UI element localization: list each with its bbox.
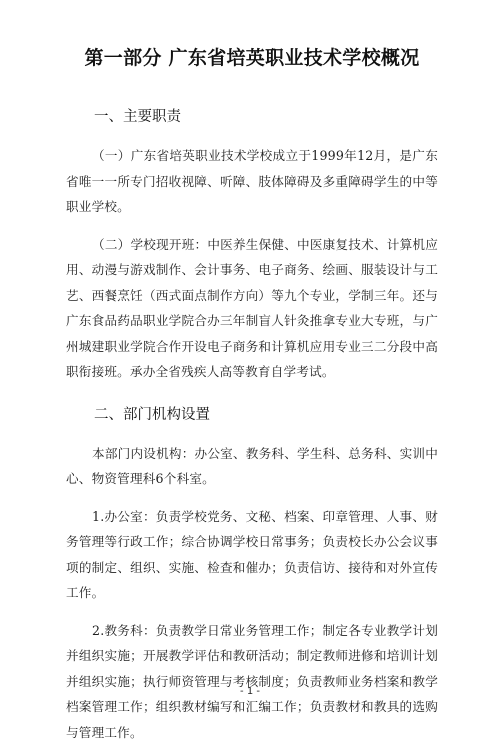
paragraph-school-founding: （一）广东省培英职业技术学校成立于1999年12月，是广东省唯一一所专门招收视障、听障、肢体障碍及多重障碍学生的中等职业学校。 (66, 143, 438, 220)
paragraph-school-programs: （二）学校现开班：中医养生保健、中医康复技术、计算机应用、动漫与游戏制作、会计事务、电子商务、绘画、服装设计与工艺、西餐烹饪（西式面点制作方向）等九个专业，学制三年。还与广东食品药品职业学院合办三年制盲人针灸推拿专业大专班，与广州城建职业学院合作开设电子商务和计算机应用专业三二分段中高职衔接班。承办全省残疾人高等教育自学考试。 (66, 232, 438, 385)
section-heading-main-duties: 一、主要职责 (66, 106, 438, 128)
document-title: 第一部分 广东省培英职业技术学校概况 (66, 44, 438, 72)
section-heading-departments: 二、部门机构设置 (66, 404, 438, 426)
page-number: - 1 - (0, 686, 500, 697)
paragraph-office-duties: 1.办公室：负责学校党务、文秘、档案、印章管理、人事、财务管理等行政工作；综合协调学校日常事务；负责校长办公会议事项的制定、组织、实施、检查和催办；负责信访、接待和对外宣传工作。 (66, 504, 438, 606)
paragraph-internal-units: 本部门内设机构：办公室、教务科、学生科、总务科、实训中心、物资管理科6个科室。 (66, 441, 438, 492)
paragraph-academic-affairs-duties: 2.教务科：负责教学日常业务管理工作；制定各专业教学计划并组织实施；开展教学评估和教研活动；制定教师进修和培训计划并组织实施；执行师资管理与考核制度；负责教师业务档案和教学档案管理工作；组织教材编写和汇编工作；负责教材和教具的选购与管理工作。 (66, 618, 438, 745)
